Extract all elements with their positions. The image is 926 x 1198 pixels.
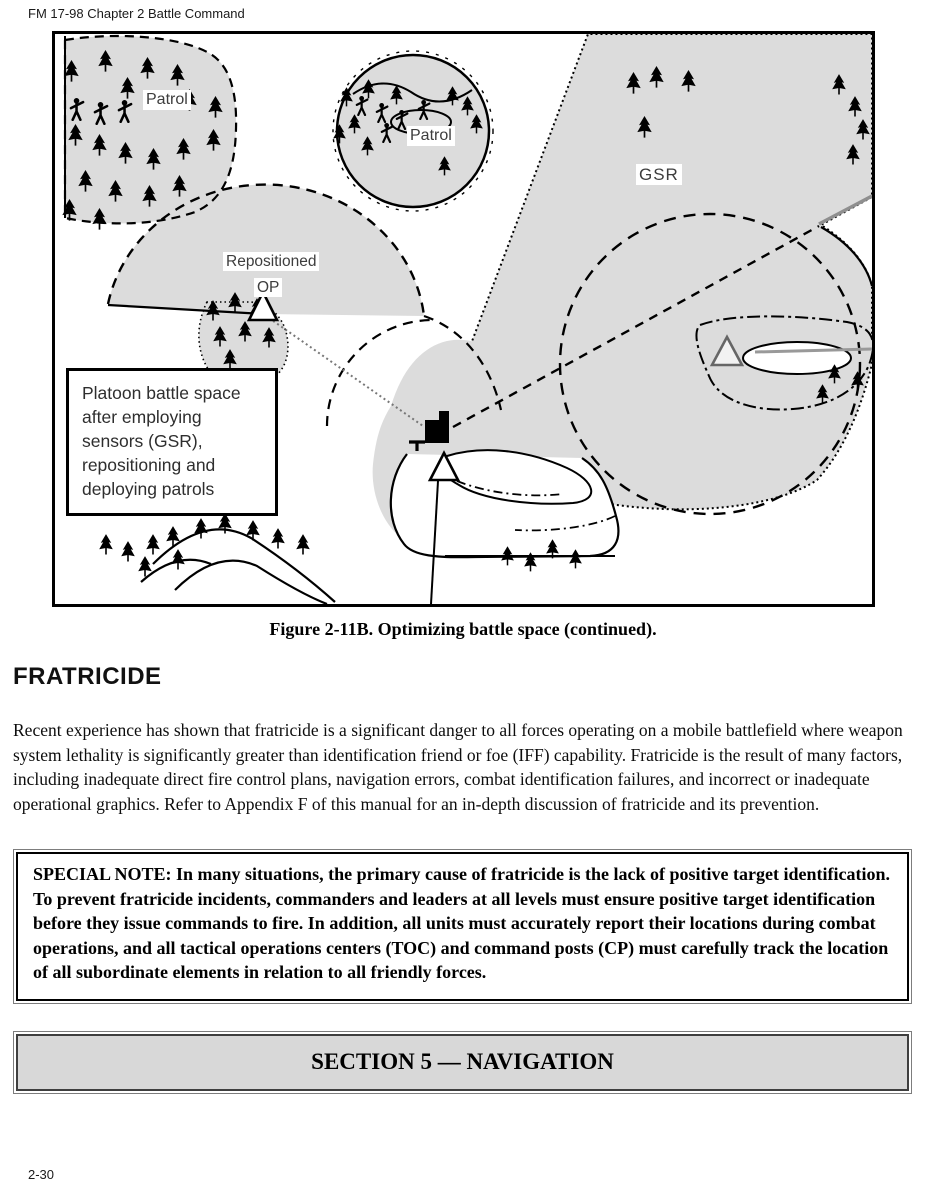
repositioned-label: Repositioned: [223, 252, 319, 271]
section-5-header-text: SECTION 5 — NAVIGATION: [16, 1034, 909, 1091]
battle-space-map: [55, 34, 872, 604]
patrol-label-top: Patrol: [407, 126, 455, 146]
gsr-label: GSR: [636, 164, 682, 185]
figure-caption: Figure 2-11B. Optimizing battle space (continued).: [269, 619, 657, 639]
special-note-box: [13, 849, 912, 1004]
fratricide-heading: FRATRICIDE: [13, 663, 162, 690]
battle-space-callout-box: Platoon battle space after employing sensors (GSR), repositioning and deploying patrols: [66, 368, 278, 516]
special-note-text: SPECIAL NOTE: In many situations, the primary cause of fratricide is the lack of positive target identification. To prevent fratricide incidents, commanders and leaders at all levels must ensure positive target identification before they issue commands to fire. In addition, all units must accurately report their locations during combat operations, and all tactical operations centers (TOC) and command posts (CP) must carefully track the location of all subordinate elements in relation to all friendly forces.: [16, 852, 909, 1001]
patrol-label-left: Patrol: [143, 90, 191, 110]
fratricide-paragraph: Recent experience has shown that fratricide is a significant danger to all forces operating on a mobile battlefield where weapon system lethality is significantly greater than identification friend or foe (IFF) capability. Fratricide is the result of many factors, including inadequate direct fire control plans, navigation errors, combat identification failures, and incorrect or inadequate operational graphics. Refer to Appendix F of this manual for an in-depth discussion of fratricide and its prevention.: [13, 720, 903, 814]
repositioned-op-label: OP: [254, 278, 282, 297]
document-header: FM 17-98 Chapter 2 Battle Command: [28, 6, 245, 21]
page-number: 2-30: [28, 1167, 55, 1182]
figure-2-11b-map: [52, 31, 875, 607]
section-5-header-box: [13, 1031, 912, 1094]
